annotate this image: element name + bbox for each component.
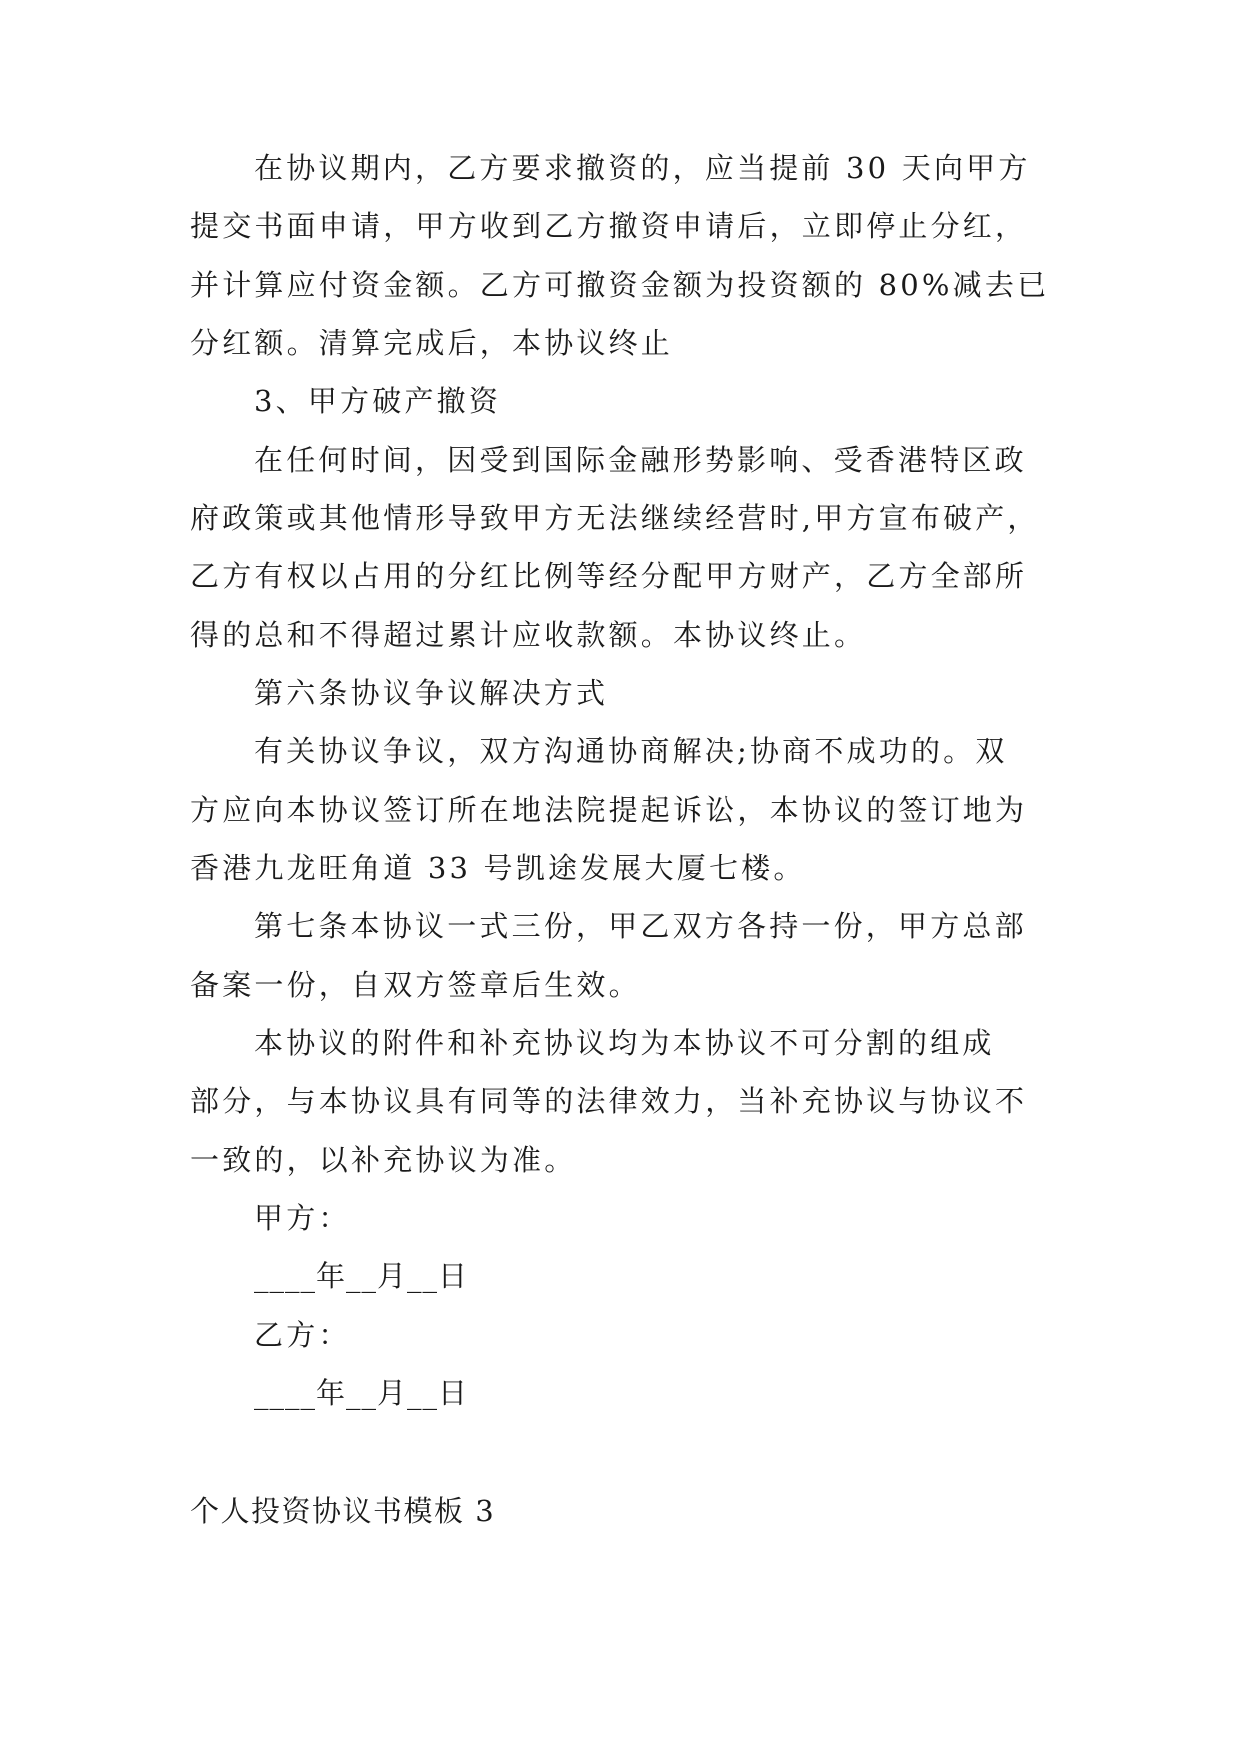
text-line: 分红额。清算完成后，本协议终止 (190, 326, 674, 360)
text-line: 乙方有权以占用的分红比例等经分配甲方财产，乙方全部所 (190, 559, 1028, 593)
text-line: 第七条本协议一式三份，甲乙双方各持一份，甲方总部 (254, 909, 1027, 943)
text-line: 香港九龙旺角道 33 号凯途发展大厦七楼。 (190, 851, 806, 885)
text-line: 府政策或其他情形导致甲方无法继续经营时,甲方宣布破产， (190, 501, 1040, 535)
party-b-date: ____年__月__日 (254, 1376, 469, 1410)
text-line: 第六条协议争议解决方式 (254, 676, 609, 710)
section-title: 个人投资协议书模板 3 (190, 1494, 496, 1528)
party-a-label: 甲方： (254, 1201, 351, 1235)
text-line: 有关协议争议，双方沟通协商解决;协商不成功的。双 (254, 734, 1008, 768)
party-b-label: 乙方： (254, 1318, 351, 1352)
text-line: 方应向本协议签订所在地法院提起诉讼，本协议的签订地为 (190, 793, 1028, 827)
text-line: 3、甲方破产撤资 (254, 384, 502, 418)
text-line: 一致的，以补充协议为准。 (190, 1143, 577, 1177)
text-line: 在任何时间，因受到国际金融形势影响、受香港特区政 (254, 443, 1027, 477)
text-line: 部分，与本协议具有同等的法律效力，当补充协议与协议不 (190, 1084, 1028, 1118)
party-a-date: ____年__月__日 (254, 1259, 469, 1293)
text-line: 得的总和不得超过累计应收款额。本协议终止。 (190, 618, 867, 652)
text-line: 本协议的附件和补充协议均为本协议不可分割的组成 (254, 1026, 995, 1060)
text-line: 在协议期内，乙方要求撤资的，应当提前 30 天向甲方 (254, 151, 1031, 185)
text-line: 提交书面申请，甲方收到乙方撤资申请后，立即停止分红， (190, 209, 1028, 243)
text-line: 并计算应付资金额。乙方可撤资金额为投资额的 80%减去已 (190, 268, 1050, 302)
text-line: 备案一份，自双方签章后生效。 (190, 968, 641, 1002)
